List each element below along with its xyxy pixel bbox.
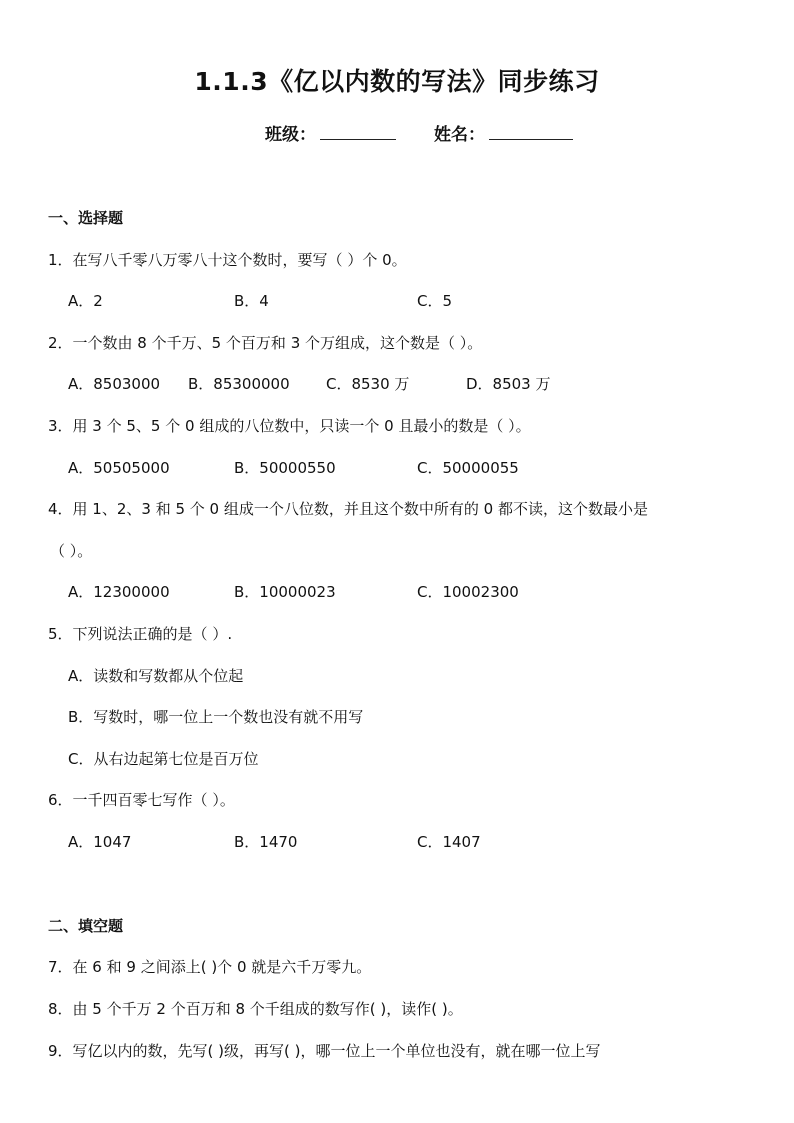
question-8: 8．由 5 个千万 2 个百万和 8 个千组成的数写作( )，读作( )。 bbox=[48, 1000, 463, 1018]
option-2c[interactable]: C．8530 万 bbox=[326, 375, 410, 393]
option-2a[interactable]: A．8503000 bbox=[68, 375, 161, 393]
option-3a[interactable]: A．50505000 bbox=[68, 459, 170, 477]
section-choice: 一、选择题 bbox=[48, 209, 124, 227]
question-9: 9．写亿以内的数，先写( )级，再写( )，哪一位上一个单位也没有，就在哪一位上写 bbox=[48, 1042, 601, 1060]
option-4a[interactable]: A．12300000 bbox=[68, 583, 170, 601]
question-3: 3．用 3 个 5、5 个 0 组成的八位数中，只读一个 0 且最小的数是（ ）。 bbox=[48, 417, 531, 435]
option-2b[interactable]: B．85300000 bbox=[188, 375, 290, 393]
option-4c[interactable]: C．10002300 bbox=[417, 583, 519, 601]
option-5a[interactable]: A．读数和写数都从个位起 bbox=[68, 667, 244, 685]
option-1c[interactable]: C．5 bbox=[417, 292, 453, 310]
student-info bbox=[265, 120, 573, 145]
question-6: 6．一千四百零七写作（ ）。 bbox=[48, 791, 235, 809]
question-4: 4．用 1、2、3 和 5 个 0 组成一个八位数，并且这个数中所有的 0 都不读，这个数最小是 bbox=[48, 500, 648, 518]
page-title: 1.1.3《亿以内数的写法》同步练习 bbox=[194, 67, 600, 96]
class-blank[interactable] bbox=[320, 121, 396, 140]
option-2d[interactable]: D．8503 万 bbox=[466, 375, 551, 393]
name-label: 姓名： bbox=[434, 125, 485, 145]
option-4b[interactable]: B．10000023 bbox=[234, 583, 336, 601]
section-fill: 二、填空题 bbox=[48, 917, 124, 935]
class-label: 班级： bbox=[265, 125, 316, 145]
question-1: 1．在写八千零八万零八十这个数时，要写（ ）个 0。 bbox=[48, 251, 407, 269]
option-3c[interactable]: C．50000055 bbox=[417, 459, 519, 477]
option-1b[interactable]: B．4 bbox=[234, 292, 269, 310]
option-5b[interactable]: B．写数时，哪一位上一个数也没有就不用写 bbox=[68, 708, 364, 726]
question-7: 7．在 6 和 9 之间添上( )个 0 就是六千万零九。 bbox=[48, 958, 372, 976]
question-5: 5．下列说法正确的是（ ）. bbox=[48, 625, 233, 643]
name-blank[interactable] bbox=[489, 121, 573, 140]
option-6b[interactable]: B．1470 bbox=[234, 833, 298, 851]
option-6c[interactable]: C．1407 bbox=[417, 833, 481, 851]
question-2: 2．一个数由 8 个千万、5 个百万和 3 个万组成，这个数是（ ）。 bbox=[48, 334, 483, 352]
option-6a[interactable]: A．1047 bbox=[68, 833, 132, 851]
option-5c[interactable]: C．从右边起第七位是百万位 bbox=[68, 750, 259, 768]
option-1a[interactable]: A．2 bbox=[68, 292, 103, 310]
question-4-cont: （ ）。 bbox=[50, 542, 93, 560]
option-3b[interactable]: B．50000550 bbox=[234, 459, 336, 477]
